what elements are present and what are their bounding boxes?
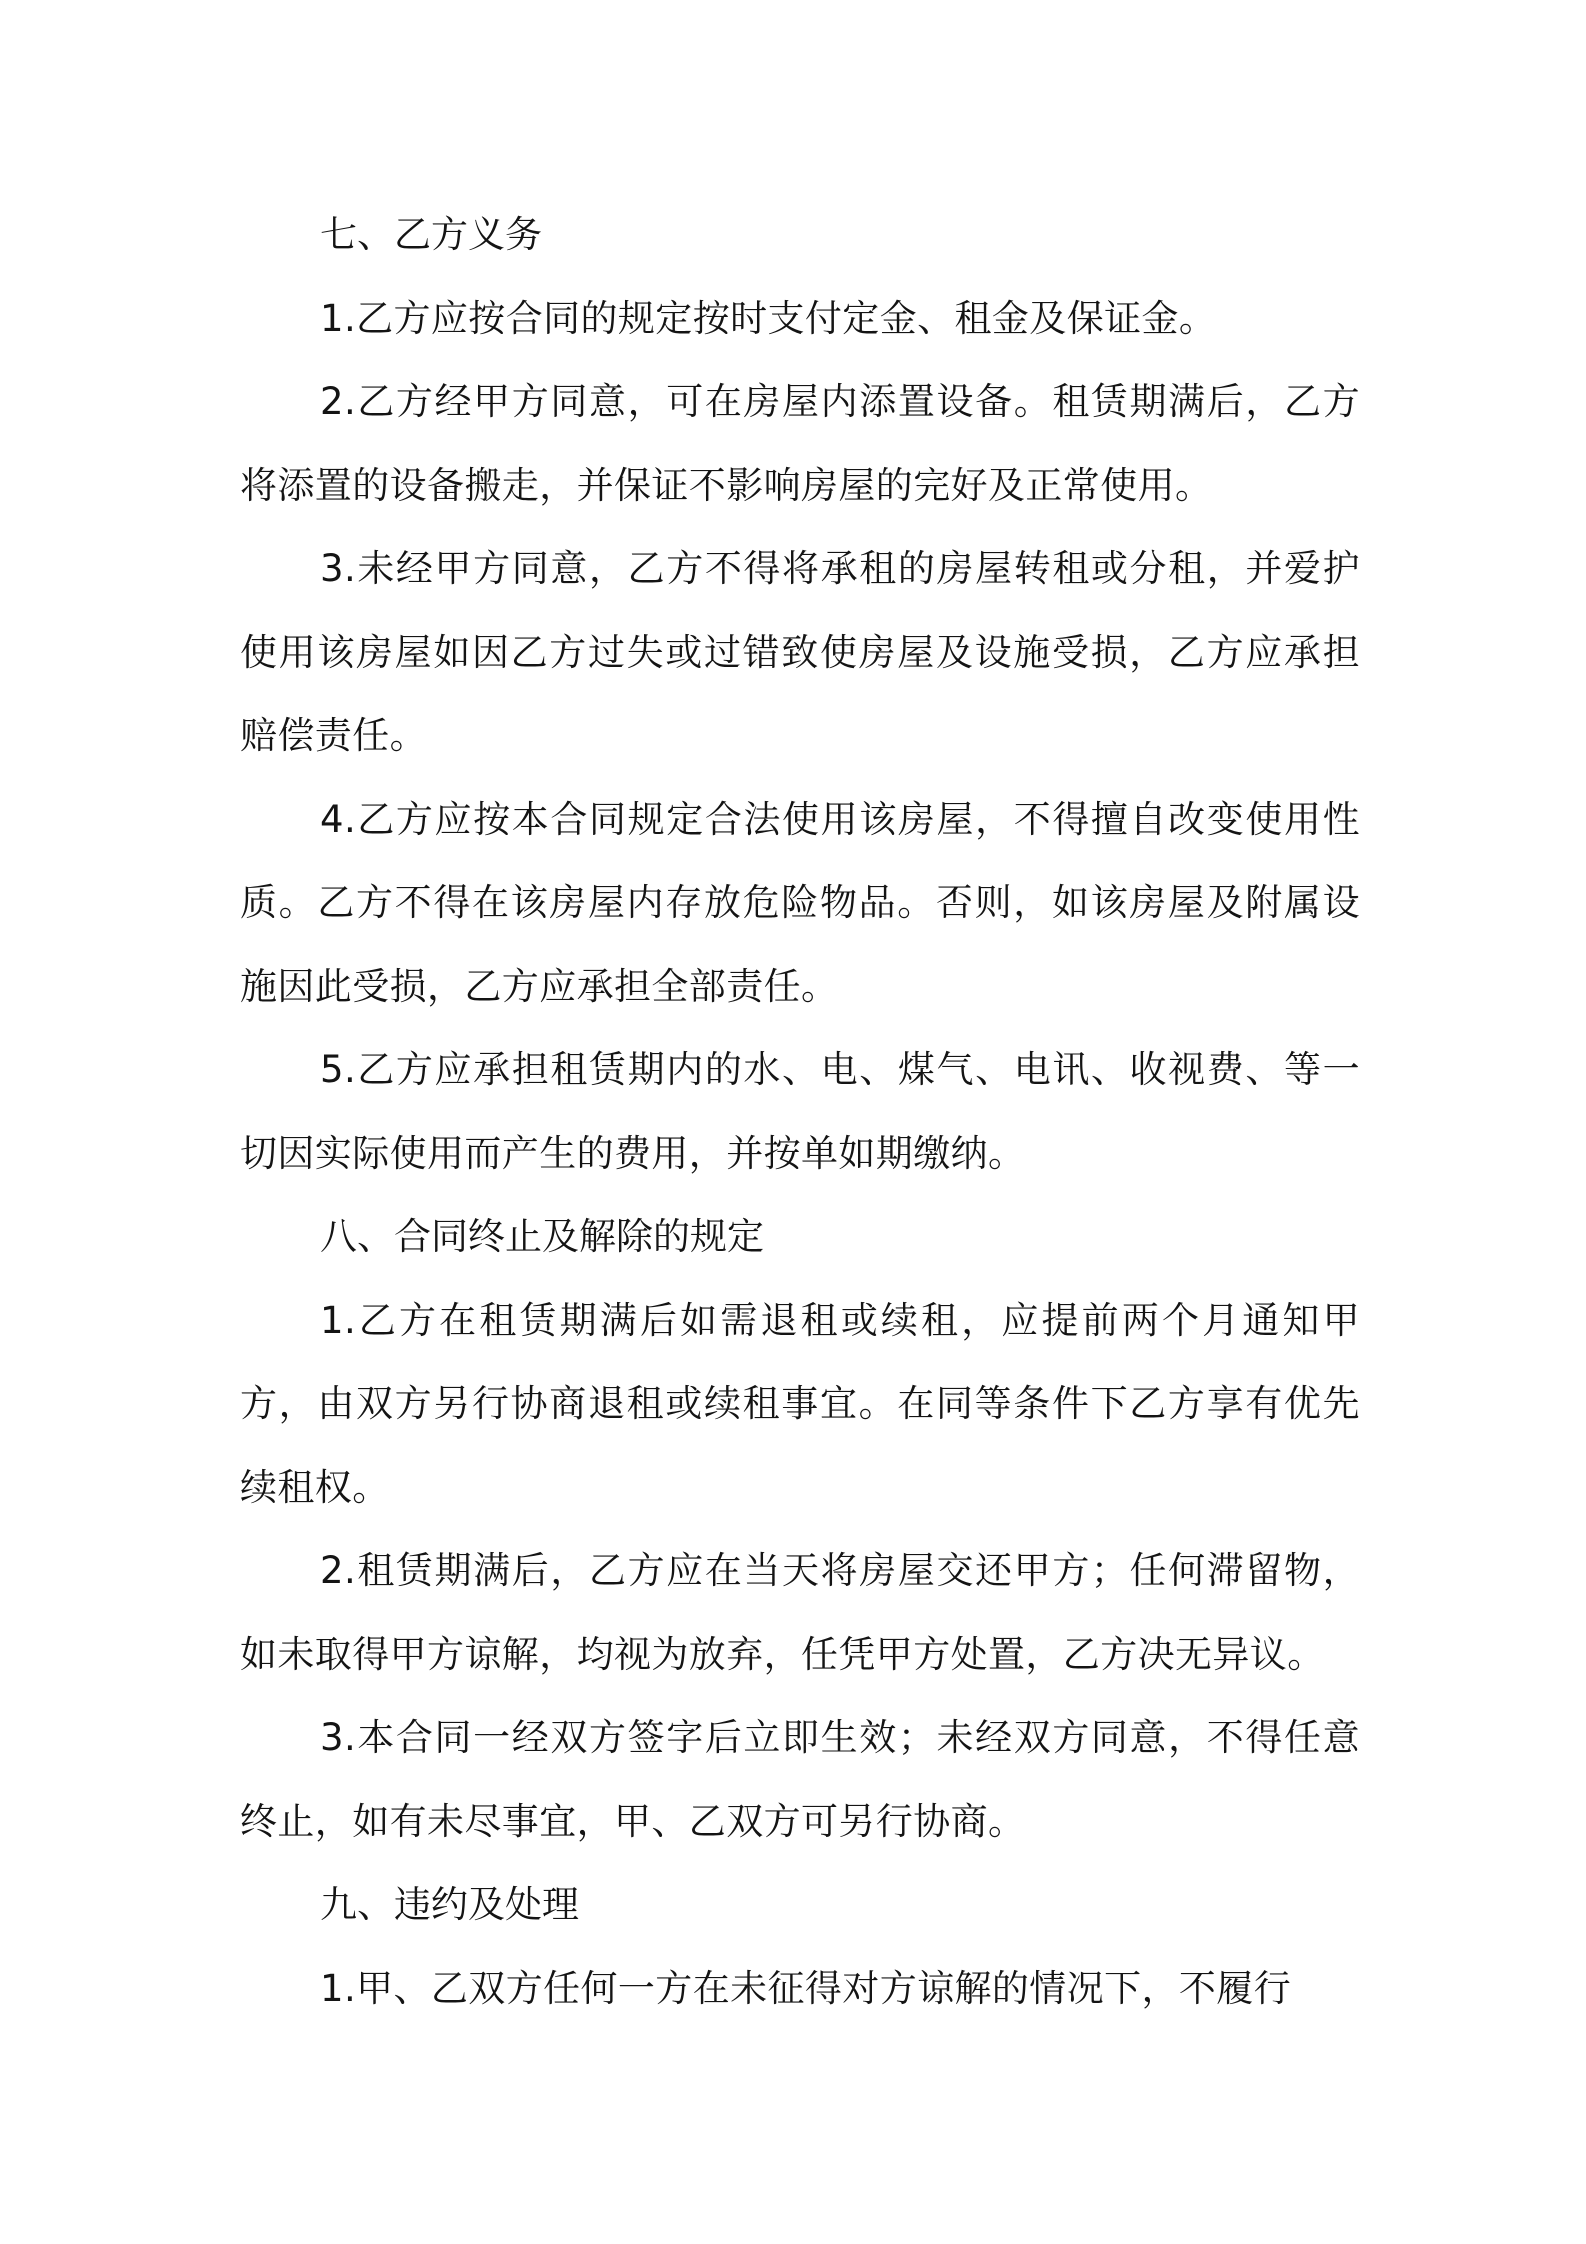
section-heading: 九、违约及处理 xyxy=(320,1883,579,1926)
clause-paragraph: 1.乙方在租赁期满后如需退租或续租，应提前两个月通知甲方，由双方另行协商退租或续租事宜。在同等条件下乙方享有优先续租权。 xyxy=(240,1298,1360,1509)
section-heading: 七、乙方义务 xyxy=(320,213,542,256)
document-body xyxy=(240,193,1360,2030)
clause-paragraph: 1.甲、乙双方任何一方在未征得对方谅解的情况下，不履行 xyxy=(320,1966,1292,2010)
section-heading: 八、合同终止及解除的规定 xyxy=(320,1215,764,1258)
clause-paragraph: 3.本合同一经双方签字后立即生效；未经双方同意，不得任意终止，如有未尽事宜，甲、乙双方可另行协商。 xyxy=(240,1716,1360,1843)
clause-paragraph: 1.乙方应按合同的规定按时支付定金、租金及保证金。 xyxy=(320,296,1217,340)
clause-paragraph: 5.乙方应承担租赁期内的水、电、煤气、电讯、收视费、等一切因实际使用而产生的费用，并按单如期缴纳。 xyxy=(240,1048,1360,1175)
clause-paragraph: 2.租赁期满后，乙方应在当天将房屋交还甲方；任何滞留物，如未取得甲方谅解，均视为放弃，任凭甲方处置，乙方决无异议。 xyxy=(240,1549,1360,1676)
clause-paragraph: 3.未经甲方同意，乙方不得将承租的房屋转租或分租，并爱护使用该房屋如因乙方过失或过错致使房屋及设施受损，乙方应承担赔偿责任。 xyxy=(240,547,1360,757)
clause-paragraph: 2.乙方经甲方同意，可在房屋内添置设备。租赁期满后，乙方将添置的设备搬走，并保证不影响房屋的完好及正常使用。 xyxy=(240,380,1360,507)
clause-paragraph: 4.乙方应按本合同规定合法使用该房屋，不得擅自改变使用性质。乙方不得在该房屋内存放危险物品。否则，如该房屋及附属设施因此受损，乙方应承担全部责任。 xyxy=(240,797,1360,1008)
